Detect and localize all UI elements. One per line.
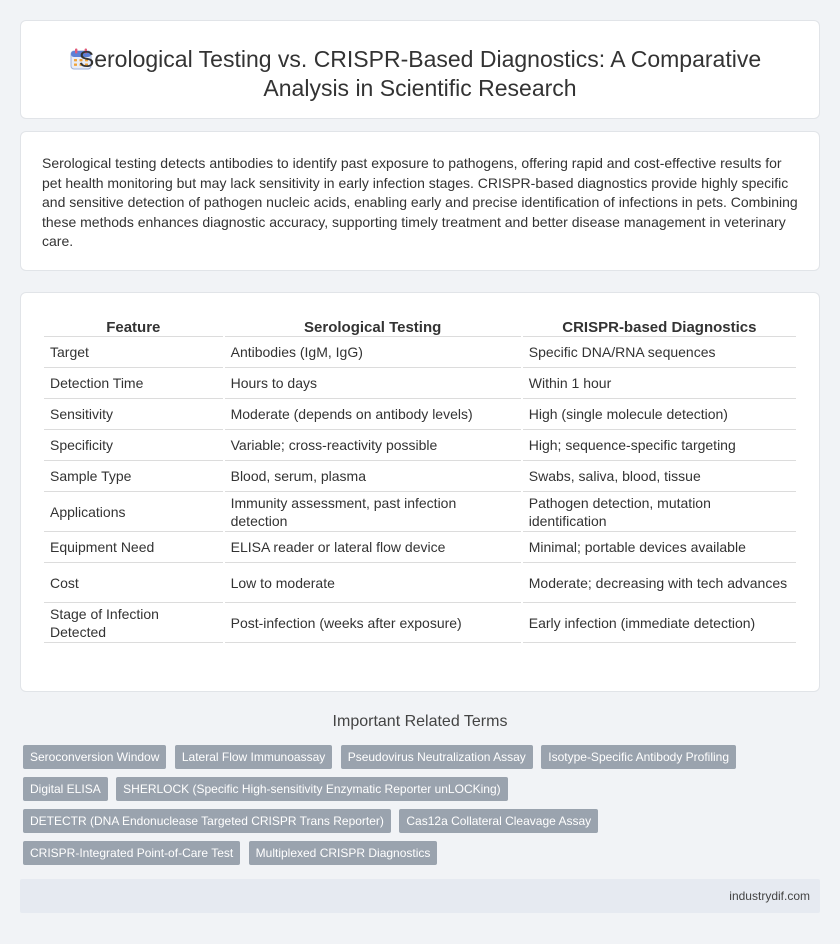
table-cell: Hours to days [225, 368, 521, 399]
related-term-tag[interactable]: Lateral Flow Immunoassay [175, 745, 332, 769]
table-row [44, 603, 796, 643]
table-cell: Stage of Infection Detected [44, 603, 223, 643]
comparison-table-card [20, 292, 820, 692]
table-cell: Variable; cross-reactivity possible [225, 430, 521, 461]
table-row [44, 563, 796, 603]
related-term-tag[interactable]: CRISPR-Integrated Point-of-Care Test [23, 841, 240, 865]
table-header-crispr: CRISPR-based Diagnostics [523, 315, 796, 337]
table-row [44, 337, 796, 368]
table-row [44, 368, 796, 399]
table-cell: Antibodies (IgM, IgG) [225, 337, 521, 368]
comparison-table [42, 315, 798, 643]
table-cell: Pathogen detection, mutation identification [523, 492, 796, 532]
related-term-tag[interactable]: Isotype-Specific Antibody Profiling [541, 745, 736, 769]
table-row [44, 399, 796, 430]
related-term-tag[interactable]: Cas12a Collateral Cleavage Assay [399, 809, 598, 833]
header-card [20, 20, 820, 119]
table-cell: High (single molecule detection) [523, 399, 796, 430]
footer-site-link[interactable]: industrydif.com [729, 889, 810, 903]
table-cell: Detection Time [44, 368, 223, 399]
table-row [44, 461, 796, 492]
table-cell: Immunity assessment, past infection detection [225, 492, 521, 532]
page-title: Serological Testing vs. CRISPR-Based Diagnostics: A Comparative Analysis in Scientific Research [78, 46, 762, 101]
table-cell: Applications [44, 492, 223, 532]
summary-card [20, 131, 820, 271]
table-cell: High; sequence-specific targeting [523, 430, 796, 461]
footer [20, 879, 820, 913]
table-row [44, 532, 796, 563]
table-header-feature: Feature [44, 315, 223, 337]
table-cell: Specific DNA/RNA sequences [523, 337, 796, 368]
table-cell: Cost [44, 563, 223, 603]
table-cell: Within 1 hour [523, 368, 796, 399]
table-row [44, 430, 796, 461]
table-cell: Minimal; portable devices available [523, 532, 796, 563]
table-cell: ELISA reader or lateral flow device [225, 532, 521, 563]
table-cell: Equipment Need [44, 532, 223, 563]
related-term-tag[interactable]: Digital ELISA [23, 777, 108, 801]
related-term-tag[interactable]: SHERLOCK (Specific High-sensitivity Enzymatic Reporter unLOCKing) [116, 777, 507, 801]
table-cell: Sample Type [44, 461, 223, 492]
related-terms-title: Important Related Terms [332, 713, 508, 730]
table-cell: Blood, serum, plasma [225, 461, 521, 492]
table-cell: Sensitivity [44, 399, 223, 430]
table-cell: Moderate; decreasing with tech advances [523, 563, 796, 603]
table-header-row [44, 315, 796, 337]
related-term-tag[interactable]: Multiplexed CRISPR Diagnostics [249, 841, 438, 865]
table-row [44, 492, 796, 532]
table-cell: Post-infection (weeks after exposure) [225, 603, 521, 643]
summary-text: Serological testing detects antibodies to identify past exposure to pathogens, offering rapid and cost-effective results for pet health monitoring but may lack sensitivity in early infection stages. CRISPR-based diagnostics provide highly specific and sensitive detection of pathogen nucleic acids, enabling early and precise identification of infections in pets. Combining these methods enhances diagnostic accuracy, supporting timely treatment and better disease management in veterinary care. [42, 155, 798, 249]
related-term-tag[interactable]: DETECTR (DNA Endonuclease Targeted CRISPR Trans Reporter) [23, 809, 391, 833]
related-term-tag[interactable]: Pseudovirus Neutralization Assay [341, 745, 533, 769]
table-header-serological: Serological Testing [225, 315, 521, 337]
table-cell: Early infection (immediate detection) [523, 603, 796, 643]
related-terms-list [23, 745, 813, 873]
related-term-tag[interactable]: Seroconversion Window [23, 745, 166, 769]
table-cell: Specificity [44, 430, 223, 461]
table-cell: Swabs, saliva, blood, tissue [523, 461, 796, 492]
table-cell: Moderate (depends on antibody levels) [225, 399, 521, 430]
table-cell: Target [44, 337, 223, 368]
table-cell: Low to moderate [225, 563, 521, 603]
